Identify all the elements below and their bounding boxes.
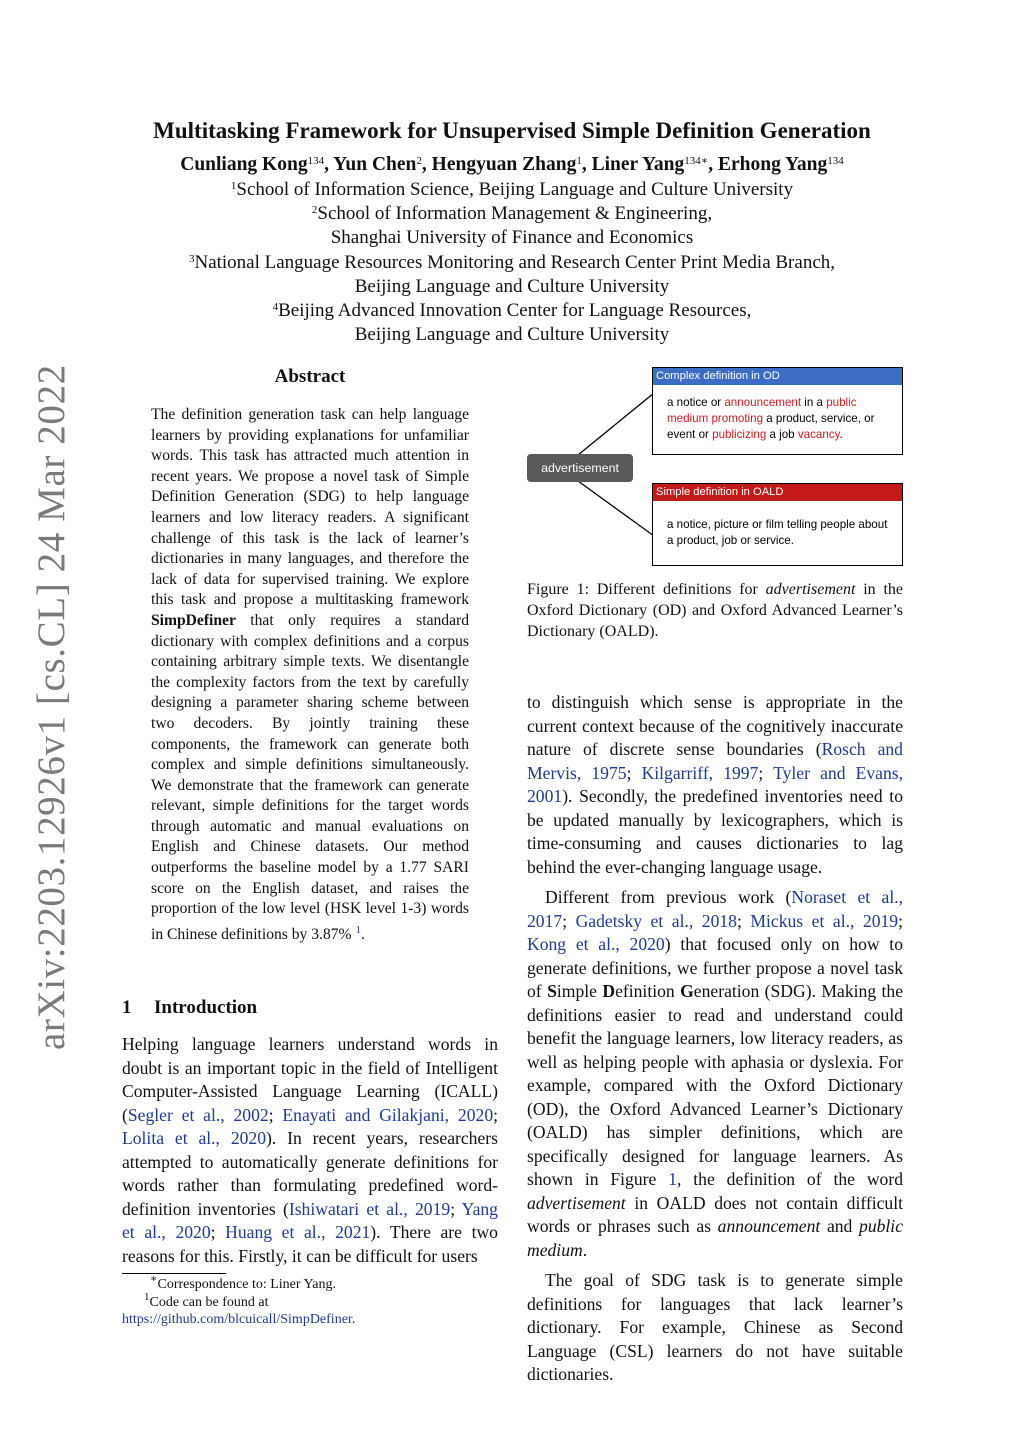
paper-title: Multitasking Framework for Unsupervised Simple Definition Generation <box>153 118 871 143</box>
affiliation-line <box>0 226 1024 250</box>
od-definition-box <box>652 367 903 455</box>
citation-link[interactable]: Yang et al., 2020 <box>122 1198 498 1242</box>
separator: ; <box>493 1104 498 1125</box>
connector-line-oald <box>578 481 654 536</box>
footnote-text: Code can be found at <box>149 1294 269 1310</box>
caption-text: in the Oxford Dictionary (OD) and Oxford Advanced Learner’s Dictionary (OALD). <box>527 581 904 640</box>
footnote-text: Correspondence to: Liner Yang. <box>157 1277 336 1292</box>
footnote-mark: 1 <box>144 1290 150 1303</box>
headword-box: advertisement <box>527 454 633 482</box>
author-name: Cunliang Kong <box>180 154 308 175</box>
citation-link[interactable]: Kong et al., 2020 <box>527 934 665 954</box>
citation-link[interactable]: Rosch and Mervis, 1975 <box>527 739 903 783</box>
text-run: Helping language learners understand words in doubt is an important topic in the field of Intelligent Computer-Assisted Language Learning (ICALL) ( <box>122 1034 498 1125</box>
citation-link[interactable]: Noraset et al., 2017 <box>527 887 904 931</box>
affiliation-line <box>0 251 1024 275</box>
affiliation-line <box>0 275 1024 299</box>
arxiv-identifier: arXiv:2203.12926v1 [cs.CL] 24 Mar 2022 <box>30 364 73 1050</box>
author-affil-mark: 134∗ <box>684 155 709 167</box>
citation-link[interactable]: Segler et al., 2002 <box>127 1104 269 1125</box>
affiliation-list <box>0 178 1024 347</box>
caption-label: Figure 1: <box>527 581 590 598</box>
author-affil-mark: 134 <box>307 155 325 167</box>
abstract-text <box>151 405 469 946</box>
figure-reference-link[interactable]: 1 <box>668 1169 677 1189</box>
code-url-link[interactable]: https://github.com/blcuicall/SimpDefiner <box>122 1312 352 1327</box>
oald-definition-box <box>652 483 903 566</box>
section-heading <box>122 997 257 1019</box>
abstract-part: The definition generation task can help language learners by providing explanations for unfamiliar words. This task has attracted much attention in recent years. We propose a novel task of Simple Definition Generation (SDG) to help language learners and low literacy readers. A significant challenge of this task is the lack of learner’s dictionaries in many languages, and therefore the lack of data for supervised training. We explore this task and propose a multitasking framework <box>151 406 469 609</box>
text-run: ). In recent years, researchers attempted to automatically generate definitions for words rather than formulating predefined word-definition inventories ( <box>122 1128 498 1219</box>
paragraph <box>122 1033 498 1268</box>
author-name: Liner Yang <box>591 154 685 175</box>
abstract-part: that only requires a standard dictionary with complex definitions and a corpus containing arbitrary simple texts. We disentangle the complexity factors from the text by carefully designing a parameter sharing scheme between two decoders. By jointly training these components, the framework can generate both complex and simple definitions simultaneously. We demonstrate that the framework can generate relevant, simple definitions for the target words through automatic and manual evaluations on English and Chinese datasets. Our method outperforms the baseline model by a 1.77 SARI score on the English dataset, and raises the proportion of the low level (HSK level 1-3) words in Chinese definitions by 3.87% <box>151 611 469 944</box>
abstract-end: . <box>360 926 365 944</box>
citation-link[interactable]: Mickus et al., 2019 <box>750 910 899 931</box>
separator: ; <box>210 1222 226 1242</box>
author-name: Yun Chen <box>333 154 417 175</box>
paragraph: The goal of SDG task is to generate simple definitions for languages that lack learner’s dictionary. For example, Chinese as Second Language (CSL) learners do not have suitable dictionaries. <box>527 1270 903 1384</box>
affil-mark: 2 <box>311 204 318 217</box>
abstract-heading: Abstract <box>274 366 346 387</box>
citation-link[interactable]: Tyler and Evans, 2001 <box>527 762 904 806</box>
author-separator: , <box>708 154 718 175</box>
author-name: Hengyuan Zhang <box>431 154 577 175</box>
author-name: Erhong Yang <box>717 154 828 175</box>
affiliation-line <box>0 178 1024 202</box>
separator: ; <box>268 1104 283 1125</box>
oald-definition-text: a notice, picture or film telling people about a product, job or service. <box>667 518 888 547</box>
citation-link[interactable]: Ishiwatari et al., 2019 <box>288 1198 451 1219</box>
affil-text: Beijing Language and Culture University <box>354 324 670 346</box>
affil-mark: 3 <box>188 252 195 265</box>
footnote-end: . <box>351 1312 356 1327</box>
author-affil-mark: 1 <box>576 155 582 167</box>
affiliation-line <box>0 323 1024 347</box>
connector-line-od <box>578 393 654 455</box>
citation-link[interactable]: Kilgarriff, 1997 <box>641 762 759 783</box>
intro-left-column <box>122 1033 498 1275</box>
caption-emphasis: advertisement <box>765 581 856 598</box>
affil-text: Shanghai University of Finance and Economics <box>330 227 694 249</box>
affil-mark: 4 <box>272 301 279 314</box>
section-number: 1 <box>122 997 132 1018</box>
intro-right-column <box>527 691 903 1394</box>
footnote-code <box>122 1290 498 1329</box>
citation-link[interactable]: Enayati and Gilakjani, 2020 <box>282 1104 494 1125</box>
paragraph: Different from previous work (Noraset et al., 2017; Gadetsky et al., 2018; Mickus et al., 2019; Kong et al., 2020) that focused only on how to generate definitions, we further propose a novel task of Simple Definition Generation (SDG). Making the definitions easier to read and understand could benefit the language learners, low literacy readers, as well as helping people with aphasia or dyslexia. For example, compared with the Oxford Dictionary (OD), the Oxford Advanced Learner’s Dictionary (OALD) has simpler definitions, which are specifically designed for language learners. As shown in Figure 1, the definition of the word advertisement in OALD does not contain difficult words or phrases such as announcement and public medium. <box>527 887 904 1260</box>
section-title: Introduction <box>154 997 258 1018</box>
footnote-mark: ∗ <box>150 1273 158 1285</box>
footnote-link[interactable]: 1 <box>355 923 361 936</box>
author-affil-mark: 134 <box>827 155 844 167</box>
figure-caption <box>527 580 903 642</box>
framework-name: SimpDefiner <box>151 611 236 629</box>
od-box-header: Complex definition in OD <box>653 368 902 385</box>
od-definition-text: a notice or announcement in a public medium promoting a product, service, or event or publicizing a job vacancy. <box>667 396 875 441</box>
affil-text: School of Information Management & Engineering, <box>317 203 713 225</box>
affil-text: School of Information Science, Beijing Language and Culture University <box>236 179 794 200</box>
author-affil-mark: 2 <box>416 155 422 167</box>
footnote-correspondence <box>122 1273 498 1294</box>
separator: ; <box>450 1198 462 1219</box>
footnote-rule <box>122 1273 226 1274</box>
author-list <box>0 152 1024 178</box>
text-run: ). There are two reasons for this. Firstly, it can be difficult for users <box>122 1222 498 1266</box>
citation-link[interactable]: Lolita et al., 2020 <box>122 1128 267 1148</box>
affiliation-line <box>0 202 1024 226</box>
author-separator: , <box>324 154 334 175</box>
affil-text: National Language Resources Monitoring and Research Center Print Media Branch, <box>194 251 836 273</box>
paragraph: to distinguish which sense is appropriate in the current context because of the cognitively inaccurate nature of discrete sense boundaries (Rosch and Mervis, 1975; Kilgarriff, 1997; Tyler and Evans, 2001). Secondly, the predefined inventories need to be updated manually by lexicographers, which is time-consuming and causes dictionaries to lag behind the ever-changing language usage. <box>527 692 904 877</box>
citation-link[interactable]: Gadetsky et al., 2018 <box>575 910 737 931</box>
affil-text: Beijing Advanced Innovation Center for Language Resources, <box>278 300 752 322</box>
citation-link[interactable]: Huang et al., 2021 <box>225 1222 371 1242</box>
author-separator: , <box>421 154 432 175</box>
caption-text: Different definitions for <box>589 581 766 598</box>
footnotes <box>122 1273 498 1329</box>
affiliation-line <box>0 299 1024 323</box>
affil-text: Beijing Language and Culture University <box>354 275 670 297</box>
author-separator: , <box>581 154 592 175</box>
affil-mark: 1 <box>230 180 237 192</box>
oald-box-header: Simple definition in OALD <box>653 484 902 501</box>
